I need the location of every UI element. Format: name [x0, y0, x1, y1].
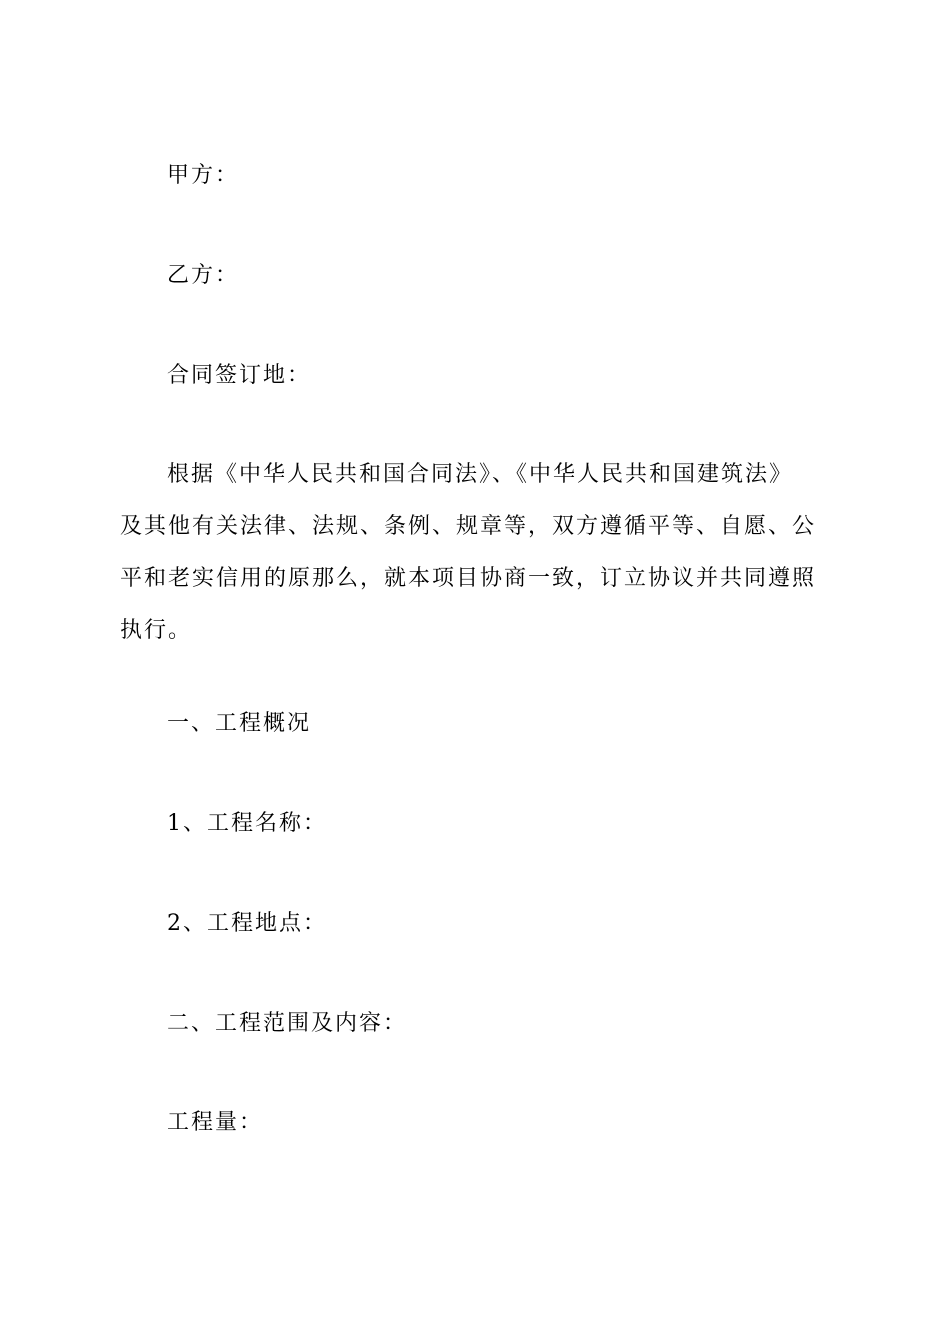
preamble-line-3: 平和老实信用的原那么，就本项目协商一致，订立协议并共同遵照 [120, 566, 817, 591]
quantity-label: 工程量： [167, 1110, 264, 1135]
party-a-label: 甲方： [167, 163, 240, 188]
preamble-line-4: 执行。 [120, 618, 193, 643]
item-2-project-location: 2、工程地点： [167, 911, 327, 936]
signing-place-label: 合同签订地： [167, 363, 312, 388]
party-b-label: 乙方： [167, 263, 240, 288]
section-2-title: 二、工程范围及内容： [167, 1011, 408, 1036]
section-1-title: 一、工程概况 [167, 711, 312, 736]
item-1-project-name: 1、工程名称： [167, 811, 327, 836]
preamble-line-2: 及其他有关法律、法规、条例、规章等，双方遵循平等、自愿、公 [120, 514, 817, 539]
preamble-line-1: 根据《中华人民共和国合同法》、《中华人民共和国建筑法》 [167, 462, 794, 487]
preamble-paragraph [120, 449, 835, 657]
